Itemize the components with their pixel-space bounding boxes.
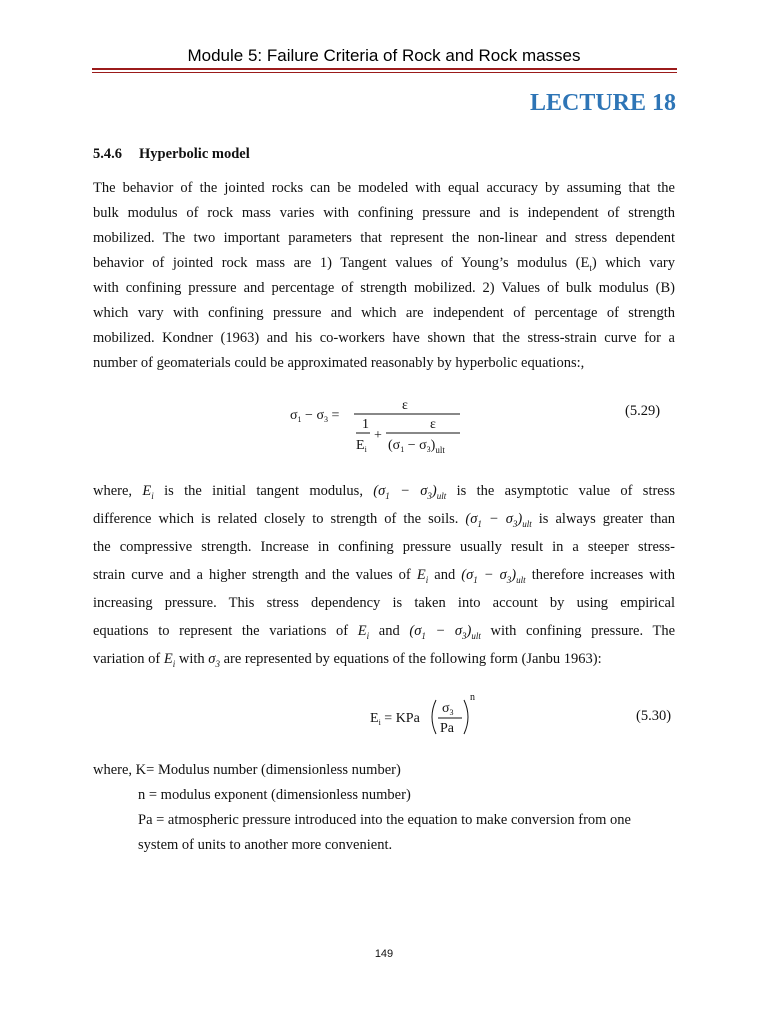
eq2-denominator: Pa xyxy=(440,721,454,736)
definitions-list xyxy=(93,758,631,858)
text-line: mobilized. The two important parameters that represent the non-linear and stress dependent xyxy=(93,230,675,246)
equation-5-30 xyxy=(370,692,480,742)
section-heading xyxy=(93,146,250,163)
eq2-lhs: $E_i$ = KPa xyxy=(370,711,420,727)
eq1-lhs: $\sigma_1 - \sigma_3$ = xyxy=(290,408,340,424)
eq1-epsilon-2: ε xyxy=(430,417,436,432)
text-line: behavior of jointed rock mass are 1) Tangent values of Young’s modulus $(E_t)$ which vary xyxy=(93,255,676,273)
header-rule-thick xyxy=(92,68,677,70)
definition-pa: Pa = atmospheric pressure introduced into the equation to make conversion from one xyxy=(138,812,631,828)
eq2-right-paren xyxy=(464,700,468,734)
header-rule-thin xyxy=(92,72,677,73)
definition-k: where, K= Modulus number (dimensionless number) xyxy=(93,762,401,778)
lecture-heading: LECTURE 18 xyxy=(529,90,676,116)
text-line: difference which is related closely to strength of the soils. $(\sigma_1 - \sigma_3)_{ult}$ is always greater than xyxy=(93,511,676,529)
paragraph-intro xyxy=(93,176,675,376)
section-number: 5.4.6 xyxy=(93,146,122,162)
eq2-left-paren xyxy=(432,700,436,734)
equation-5-29 xyxy=(290,395,470,455)
eq2-exponent: n xyxy=(470,692,475,703)
text-line: mobilized. Kondner (1963) and his co-workers have shown that the stress-strain curve for a xyxy=(93,330,675,346)
text-line: where, $E_i$ is the initial tangent modulus, $(\sigma_1 - \sigma_3)_{ult}$ is the asymptotic value of stress xyxy=(93,483,676,501)
eq1-one: 1 xyxy=(362,417,369,432)
section-title: Hyperbolic model xyxy=(139,146,250,162)
definition-n: n = modulus exponent (dimensionless number) xyxy=(138,787,411,803)
text-line: increasing pressure. This stress dependency is taken into account by using empirical xyxy=(93,595,675,611)
module-title: Module 5: Failure Criteria of Rock and Rock masses xyxy=(187,46,581,65)
eq1-denominator: $(\sigma_1 - \sigma_3)_{ult}$ xyxy=(388,438,445,455)
equation-number-5-29: (5.29) xyxy=(625,403,661,419)
page-number: 149 xyxy=(374,948,394,960)
equation-number-5-30: (5.30) xyxy=(636,708,672,724)
text-line: the compressive strength. Increase in confining pressure usually result in a steeper stress- xyxy=(93,539,675,555)
eq2-numerator: $\sigma_3$ xyxy=(442,701,454,717)
text-line: with confining pressure and percentage of strength mobilized. 2) Values of bulk modulus (B) xyxy=(93,280,675,296)
definition-pa-cont: system of units to another more convenient. xyxy=(138,837,393,853)
text-line: which vary with confining pressure and which are independent of percentage of strength xyxy=(93,305,675,321)
eq1-plus: + xyxy=(374,428,382,443)
text-line: equations to represent the variations of $E_i$ and $(\sigma_1 - \sigma_3)_{ult}$ with confining pressure. The xyxy=(93,623,676,641)
paragraph-explanation xyxy=(93,477,675,673)
text-line: variation of $E_i$ with $\sigma_3$ are represented by equations of the following form (Janbu 1963): xyxy=(93,651,602,669)
text-line: The behavior of the jointed rocks can be modeled with equal accuracy by assuming that the xyxy=(93,180,675,196)
text-line: strain curve and a higher strength and the values of $E_i$ and $(\sigma_1 - \sigma_3)_{ult}$ therefore increases with xyxy=(93,567,676,585)
text-line: bulk modulus of rock mass varies with confining pressure and is independent of strength xyxy=(93,205,675,221)
text-line: number of geomaterials could be approximated reasonably by hyperbolic equations:, xyxy=(93,355,585,371)
eq1-epsilon: ε xyxy=(402,398,408,413)
eq1-Ei: $E_i$ xyxy=(356,438,367,454)
